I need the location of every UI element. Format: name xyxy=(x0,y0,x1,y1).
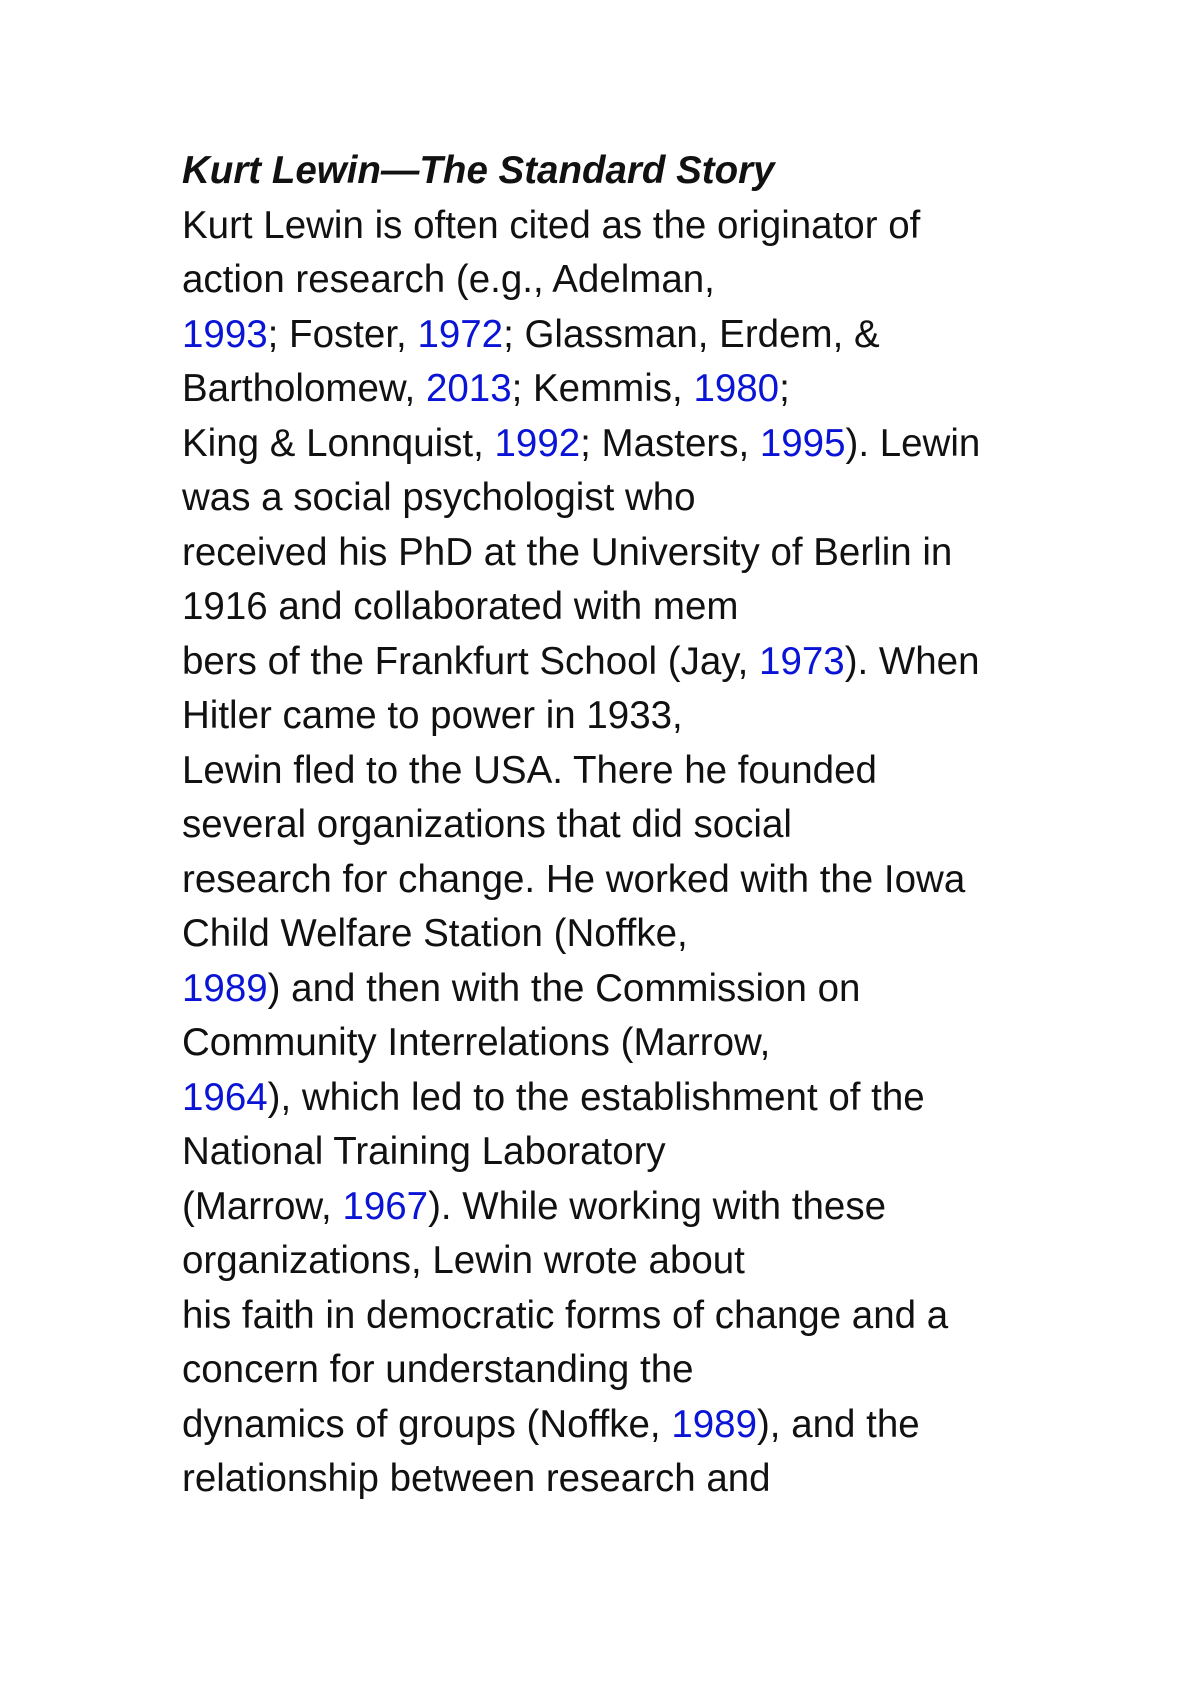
text-run: ) and then with the Commission on xyxy=(267,966,861,1010)
text-run: ). While working with these xyxy=(428,1184,886,1228)
text-run: Hitler came to power in 1933, xyxy=(182,694,683,737)
text-run: relationship between research and xyxy=(182,1457,771,1500)
text-line xyxy=(182,362,1082,417)
text-run: ). Lewin xyxy=(845,421,981,465)
citation-year-link[interactable]: 1995 xyxy=(759,421,846,465)
section-title: Kurt Lewin—The Standard Story xyxy=(182,149,775,192)
text-run: research for change. He worked with the Iowa xyxy=(182,857,966,901)
text-line xyxy=(182,1452,1082,1507)
text-line xyxy=(182,253,1082,308)
text-run: organizations, Lewin wrote about xyxy=(182,1239,745,1282)
text-run: several organizations that did social xyxy=(182,803,792,846)
paragraph xyxy=(182,199,1082,1507)
text-line xyxy=(182,1016,1082,1071)
text-run: 1916 and collaborated with mem xyxy=(182,585,739,628)
text-run: ), which led to the establishment of the xyxy=(267,1075,925,1119)
citation-year-link[interactable]: 1989 xyxy=(671,1402,757,1446)
text-line xyxy=(182,308,1082,363)
text-line xyxy=(182,199,1082,254)
text-line xyxy=(182,1289,1082,1344)
text-run: bers of the Frankfurt School (Jay, xyxy=(182,639,760,683)
text-run: Child Welfare Station (Noffke, xyxy=(182,912,688,955)
text-run: ; Masters, xyxy=(580,421,760,465)
citation-year-link[interactable]: 1972 xyxy=(417,312,504,356)
text-run: (Marrow, xyxy=(182,1184,343,1228)
text-line xyxy=(182,1398,1082,1453)
text-line xyxy=(182,635,1082,690)
text-line xyxy=(182,1343,1082,1398)
text-line xyxy=(182,1180,1082,1235)
citation-year-link[interactable]: 1993 xyxy=(182,312,268,356)
citation-year-link[interactable]: 1973 xyxy=(759,639,845,683)
body-text xyxy=(182,144,1082,1507)
text-run: concern for understanding the xyxy=(182,1348,694,1391)
text-line xyxy=(182,907,1082,962)
text-run: Bartholomew, xyxy=(182,367,426,410)
text-line xyxy=(182,526,1082,581)
citation-year-link[interactable]: 1989 xyxy=(182,966,268,1010)
text-run: Lewin fled to the USA. There he founded xyxy=(182,748,877,792)
text-run: ; xyxy=(779,367,790,410)
text-run: dynamics of groups (Noffke, xyxy=(182,1402,672,1446)
text-run: received his PhD at the University of Berlin in xyxy=(182,530,953,574)
text-run: ; Glassman, Erdem, & xyxy=(503,312,880,356)
text-line xyxy=(182,1071,1082,1126)
text-line xyxy=(182,1125,1082,1180)
text-line xyxy=(182,580,1082,635)
citation-year-link[interactable]: 1967 xyxy=(342,1184,429,1228)
citation-year-link[interactable]: 2013 xyxy=(425,367,512,410)
text-run: National Training Laboratory xyxy=(182,1130,666,1173)
text-line xyxy=(182,798,1082,853)
citation-year-link[interactable]: 1992 xyxy=(494,421,581,465)
text-run: ; Foster, xyxy=(267,312,418,356)
text-line xyxy=(182,689,1082,744)
text-line xyxy=(182,853,1082,908)
citation-year-link[interactable]: 1980 xyxy=(693,367,780,410)
text-line xyxy=(182,471,1082,526)
text-run: ). When xyxy=(844,639,980,683)
text-line xyxy=(182,744,1082,799)
citation-year-link[interactable]: 1964 xyxy=(182,1075,268,1119)
text-run: his faith in democratic forms of change and a xyxy=(182,1293,949,1337)
text-line xyxy=(182,417,1082,472)
text-run: was a social psychologist who xyxy=(182,476,696,519)
text-run: ), and the xyxy=(756,1402,920,1446)
text-line xyxy=(182,1234,1082,1289)
text-run: Community Interrelations (Marrow, xyxy=(182,1021,771,1064)
text-run: Kurt Lewin is often cited as the originator of xyxy=(182,203,921,247)
text-run: action research (e.g., Adelman, xyxy=(182,258,715,301)
text-run: ; Kemmis, xyxy=(511,367,694,410)
text-run: King & Lonnquist, xyxy=(182,421,495,465)
text-line xyxy=(182,962,1082,1017)
